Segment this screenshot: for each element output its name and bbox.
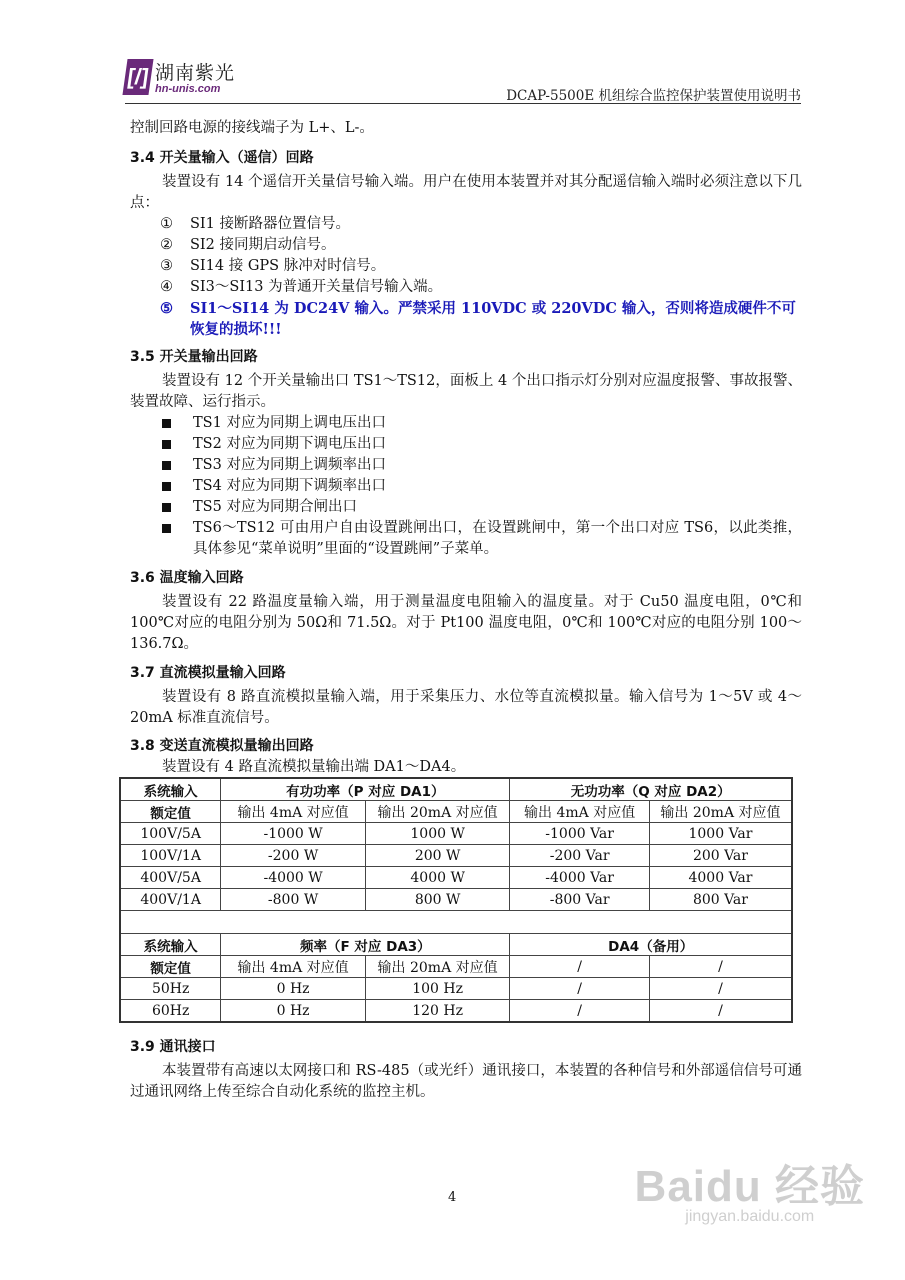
table-cell: 频率（F 对应 DA3） xyxy=(221,934,510,956)
table-cell: 有功功率（P 对应 DA1） xyxy=(221,778,510,801)
table-cell: 100V/1A xyxy=(120,845,221,867)
table-cell: -4000 Var xyxy=(510,867,650,889)
list-text: SI1～SI14 为 DC24V 输入。严禁采用 110VDC 或 220VDC 输入，否则将造成硬件不可恢复的损坏!!! xyxy=(190,300,796,338)
logo-en: hn-unis.com xyxy=(155,83,221,95)
heading-3-5: 3.5 开关量输出回路 xyxy=(130,349,258,365)
list-item xyxy=(160,214,802,235)
table-row xyxy=(120,867,792,889)
table-cell: -800 Var xyxy=(510,889,650,911)
table-cell: / xyxy=(649,1000,792,1023)
table-cell: 输出 20mA 对应值 xyxy=(649,801,792,823)
list-text: ⑤ xyxy=(160,300,173,317)
header-title: DCAP-5500E 机组综合监控保护装置使用说明书 xyxy=(506,88,801,104)
list-text: SI1 接断路器位置信号。 xyxy=(190,216,350,232)
para-3-8: 装置设有 4 路直流模拟量输出端 DA1～DA4。 xyxy=(162,759,466,775)
table-cell: 额定值 xyxy=(120,801,221,823)
heading-3-9: 3.9 通讯接口 xyxy=(130,1039,216,1055)
logo-cn: 湖南紫光 xyxy=(155,62,236,84)
warning-item xyxy=(160,298,802,340)
bullet-item: TS5 对应为同期合闸出口 xyxy=(160,497,802,518)
table-cell: -1000 W xyxy=(221,823,366,845)
table-cell: 100 Hz xyxy=(365,978,510,1000)
table-row xyxy=(120,978,792,1000)
table-header-row xyxy=(120,911,792,934)
table-cell: 400V/5A xyxy=(120,867,221,889)
table-cell: 50Hz xyxy=(120,978,221,1000)
heading-3-4: 3.4 开关量输入（遥信）回路 xyxy=(130,150,314,166)
para-3-4: 装置设有 14 个遥信开关量信号输入端。用户在使用本装置并对其分配遥信输入端时必须注意以下几点： xyxy=(130,174,802,211)
table-cell: 输出 4mA 对应值 xyxy=(221,956,366,978)
table-cell: 4000 W xyxy=(365,867,510,889)
table-cell: 200 Var xyxy=(649,845,792,867)
table-header-row xyxy=(120,956,792,978)
list-text: ① xyxy=(160,216,173,232)
para-3-7: 装置设有 8 路直流模拟量输入端，用于采集压力、水位等直流模拟量。输入信号为 1～5V 或 4～20mA 标准直流信号。 xyxy=(130,689,802,726)
table-cell: -200 W xyxy=(221,845,366,867)
table-cell: 100V/5A xyxy=(120,823,221,845)
table-cell: -1000 Var xyxy=(510,823,650,845)
table-cell: 输出 20mA 对应值 xyxy=(365,956,510,978)
para-3-5: 装置设有 12 个开关量输出口 TS1～TS12，面板上 4 个出口指示灯分别对应温度报警、事故报警、装置故障、运行指示。 xyxy=(130,373,802,410)
table-row xyxy=(120,889,792,911)
table-row xyxy=(120,1000,792,1023)
heading-3-8: 3.8 变送直流模拟量输出回路 xyxy=(130,738,314,754)
table-cell: 输出 4mA 对应值 xyxy=(510,801,650,823)
table-cell: / xyxy=(510,978,650,1000)
list-text: SI2 接同期启动信号。 xyxy=(190,237,336,253)
header-divider xyxy=(125,103,801,104)
list-text: ④ xyxy=(160,279,173,295)
table-cell: 无功功率（Q 对应 DA2） xyxy=(510,778,792,801)
table-cell: 4000 Var xyxy=(649,867,792,889)
bullet-item: TS3 对应为同期上调频率出口 xyxy=(160,455,802,476)
list-text: SI3～SI13 为普通开关量信号输入端。 xyxy=(190,279,443,295)
table-cell: 200 W xyxy=(365,845,510,867)
page-number: 4 xyxy=(448,1190,457,1205)
table-cell: 额定值 xyxy=(120,956,221,978)
table-cell: 800 W xyxy=(365,889,510,911)
bullet-item: TS6～TS12 可由用户自由设置跳闸出口，在设置跳闸中，第一个出口对应 TS6，以此类推，具体参见“菜单说明”里面的“设置跳闸”子菜单。 xyxy=(160,518,802,560)
para-3-9: 本装置带有高速以太网接口和 RS-485（或光纤）通讯接口，本装置的各种信号和外部遥信信号可通过通讯网络上传至综合自动化系统的监控主机。 xyxy=(130,1063,802,1100)
table-cell: -4000 W xyxy=(221,867,366,889)
table-cell: 输出 20mA 对应值 xyxy=(365,801,510,823)
para-3-6: 装置设有 22 路温度量输入端，用于测量温度电阻输入的温度量。对于 Cu50 温度电阻，0℃和 100℃对应的电阻分别为 50Ω和 71.5Ω。对于 Pt100 温度电阻，0℃和 100℃对应的电阻分别 100～136.7Ω。 xyxy=(130,594,802,652)
table-row xyxy=(120,823,792,845)
logo-mark-icon: [/] xyxy=(122,59,153,95)
list-text: ② xyxy=(160,237,173,253)
table-cell: / xyxy=(510,956,650,978)
table-cell: 1000 W xyxy=(365,823,510,845)
table-cell: / xyxy=(649,956,792,978)
table-cell: -200 Var xyxy=(510,845,650,867)
list-text: ③ xyxy=(160,258,173,274)
table-header-row xyxy=(120,778,792,801)
bullet-item: TS4 对应为同期下调频率出口 xyxy=(160,476,802,497)
table-cell: 800 Var xyxy=(649,889,792,911)
bullet-item: TS1 对应为同期上调电压出口 xyxy=(160,413,802,434)
heading-3-7: 3.7 直流模拟量输入回路 xyxy=(130,665,286,681)
table-cell: DA4（备用） xyxy=(510,934,792,956)
heading-3-6: 3.6 温度输入回路 xyxy=(130,570,244,586)
table-cell: 系统输入 xyxy=(120,778,221,801)
table-cell: / xyxy=(649,978,792,1000)
table-cell: 120 Hz xyxy=(365,1000,510,1023)
table-header-row xyxy=(120,801,792,823)
table-cell: 1000 Var xyxy=(649,823,792,845)
table-cell: 0 Hz xyxy=(221,978,366,1000)
table-cell xyxy=(120,911,792,934)
table-cell: 60Hz xyxy=(120,1000,221,1023)
company-logo xyxy=(125,58,235,95)
table-header-row xyxy=(120,934,792,956)
table-cell: -800 W xyxy=(221,889,366,911)
table-cell: 系统输入 xyxy=(120,934,221,956)
baidu-watermark: Baidu 经验 jingyan.baidu.com xyxy=(634,1162,865,1225)
analog-output-table xyxy=(119,777,793,1023)
table-cell: 400V/1A xyxy=(120,889,221,911)
list-item xyxy=(160,235,802,256)
list-item xyxy=(160,256,802,277)
table-row xyxy=(120,845,792,867)
list-text: SI14 接 GPS 脉冲对时信号。 xyxy=(190,258,386,274)
bullet-item: TS2 对应为同期下调电压出口 xyxy=(160,434,802,455)
table-cell: 0 Hz xyxy=(221,1000,366,1023)
intro-text: 控制回路电源的接线端子为 L+、L-。 xyxy=(130,120,374,136)
table-cell: 输出 4mA 对应值 xyxy=(221,801,366,823)
list-item xyxy=(160,277,802,298)
table-cell: / xyxy=(510,1000,650,1023)
